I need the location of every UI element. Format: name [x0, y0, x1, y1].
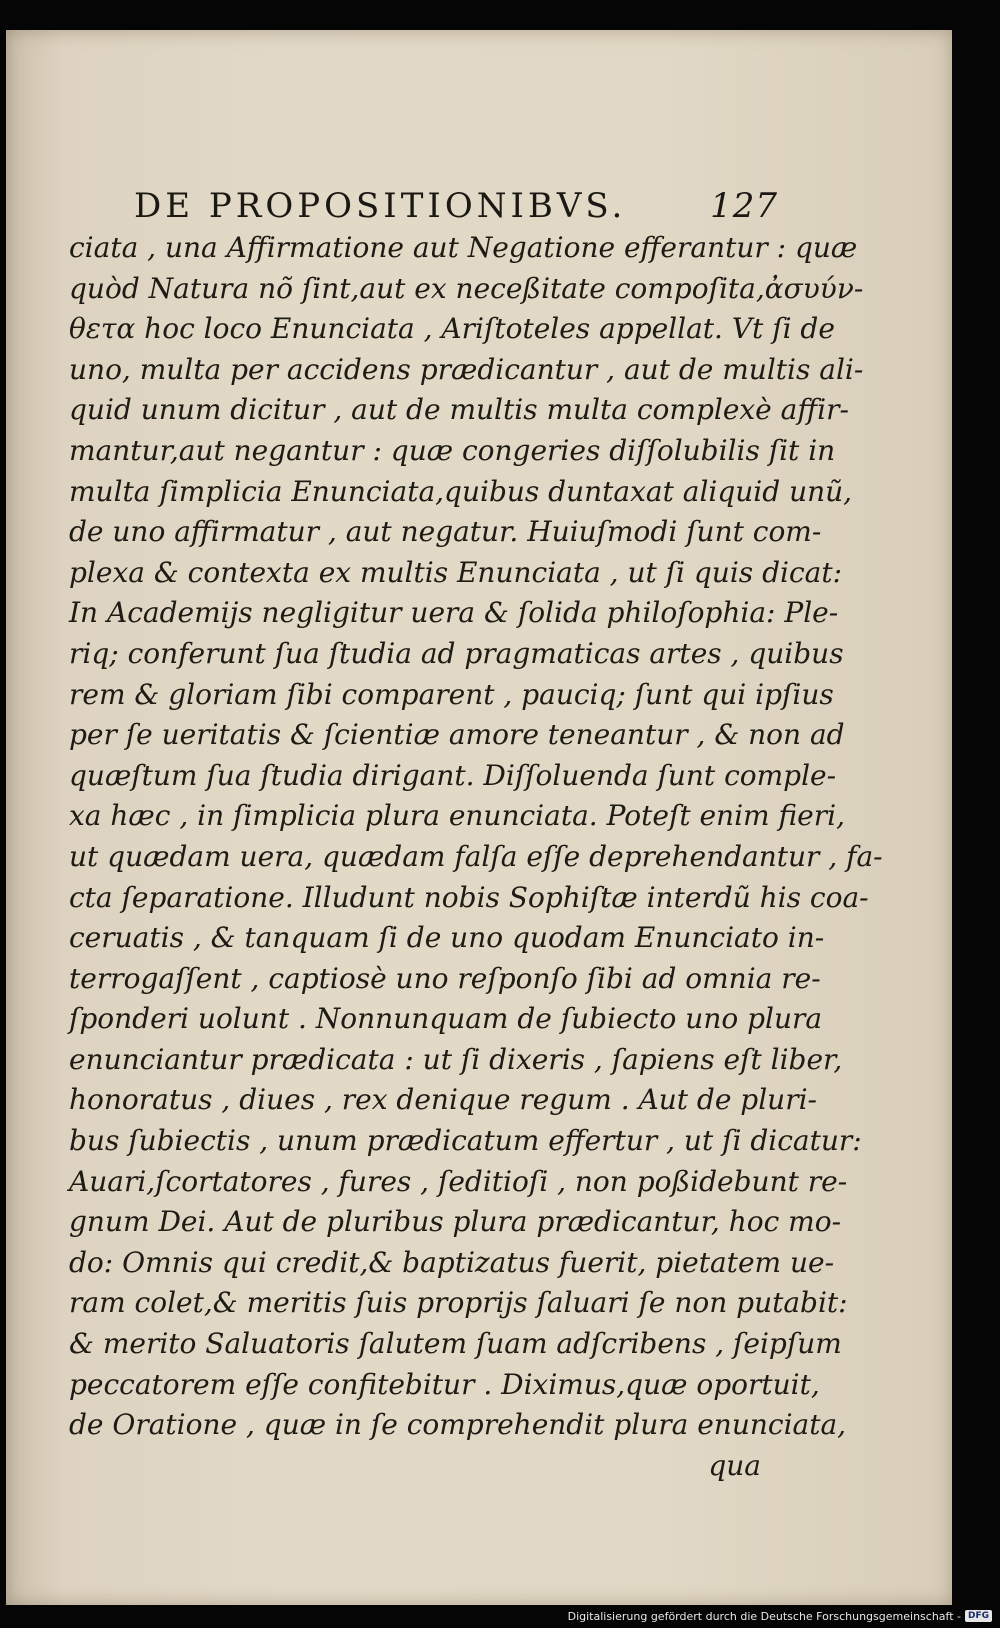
text-line: de Oratione , quæ in ſe comprehendit plura enunciata, — [69, 1408, 847, 1442]
text-line: ram colet,& meritis ſuis proprijs ſaluari ſe non putabit: — [69, 1286, 848, 1320]
text-line: ſponderi uolunt . Nonnunquam de ſubiecto uno plura — [69, 1002, 823, 1036]
text-line: peccatorem eſſe confitebitur . Diximus,quæ oportuit, — [69, 1367, 820, 1401]
catchword: qua — [708, 1448, 761, 1482]
text-line: mantur,aut negantur : quæ congeries diſſolubilis ſit in — [69, 433, 836, 467]
text-line: xa hæc , in ſimplicia plura enunciata. Poteſt enim fieri, — [69, 799, 845, 833]
text-line: θετα hoc loco Enunciata , Ariſtoteles appellat. Vt ſi de — [69, 312, 835, 346]
text-line: quid unum dicitur , aut de multis multa complexè affir- — [69, 393, 849, 427]
text-line: ceruatis , & tanquam ſi de uno quodam Enunciato in- — [69, 921, 825, 955]
body-text — [69, 228, 883, 1486]
text-line: rem & gloriam ſibi comparent , pauciq; ſunt qui ipſius — [69, 677, 834, 711]
text-line: quæſtum ſua ſtudia dirigant. Diſſoluenda ſunt comple- — [69, 758, 837, 792]
text-line: multa ſimplicia Enunciata,quibus duntaxat aliquid unũ, — [69, 474, 853, 508]
text-line: quòd Natura nõ ſint,aut ex neceßitate compoſita,ἀσυύν- — [69, 271, 864, 305]
text-line: terrogaſſent , captiosè uno reſponſo ſibi ad omnia re- — [69, 961, 821, 995]
text-line: bus ſubiectis , unum prædicatum effertur , ut ſi dicatur: — [69, 1124, 862, 1158]
text-line: enunciantur prædicata : ut ſi dixeris , ſapiens eſt liber, — [69, 1042, 843, 1076]
text-line: ut quædam uera, quædam falſa eſſe deprehendantur , fa- — [69, 839, 883, 873]
text-line: do: Omnis qui credit,& baptizatus fuerit, pietatem ue- — [69, 1245, 835, 1279]
text-line: ciata , una Affirmatione aut Negatione efferantur : quæ — [69, 231, 858, 264]
text-line: & merito Saluatoris ſalutem ſuam adſcribens , ſeipſum — [69, 1327, 842, 1361]
running-title: DE PROPOSITIONIBVS. — [134, 186, 627, 226]
text-line: uno, multa per accidens prædicantur , aut de multis ali- — [69, 352, 864, 386]
book-page — [6, 30, 952, 1605]
page-header — [134, 186, 778, 226]
text-line: riq; conferunt ſua ſtudia ad pragmaticas artes , quibus — [69, 636, 844, 670]
text-line: plexa & contexta ex multis Enunciata , ut ſi quis dicat: — [69, 555, 843, 589]
text-line: Auari,ſcortatores , fures , ſeditioſi , non poßidebunt re- — [69, 1164, 848, 1198]
text-line: cta ſeparatione. Illudunt nobis Sophiſtæ interdũ his coa- — [69, 880, 869, 914]
dfg-logo-icon: DFG — [965, 1610, 992, 1622]
text-line: de uno affirmatur , aut negatur. Huiuſmodi ſunt com- — [69, 515, 822, 549]
text-line: honoratus , diues , rex denique regum . Aut de pluri- — [69, 1083, 818, 1117]
funding-credit: Digitalisierung gefördert durch die Deutsche Forschungsgemeinschaft - — [567, 1609, 961, 1623]
text-line: per ſe ueritatis & ſcientiæ amore teneantur , & non ad — [69, 718, 845, 752]
page-number: 127 — [710, 186, 778, 226]
digitization-footer — [568, 1606, 992, 1626]
text-line: gnum Dei. Aut de pluribus plura prædicantur, hoc mo- — [69, 1205, 842, 1239]
text-line: In Academijs negligitur uera & ſolida philoſophia: Ple- — [69, 596, 839, 630]
